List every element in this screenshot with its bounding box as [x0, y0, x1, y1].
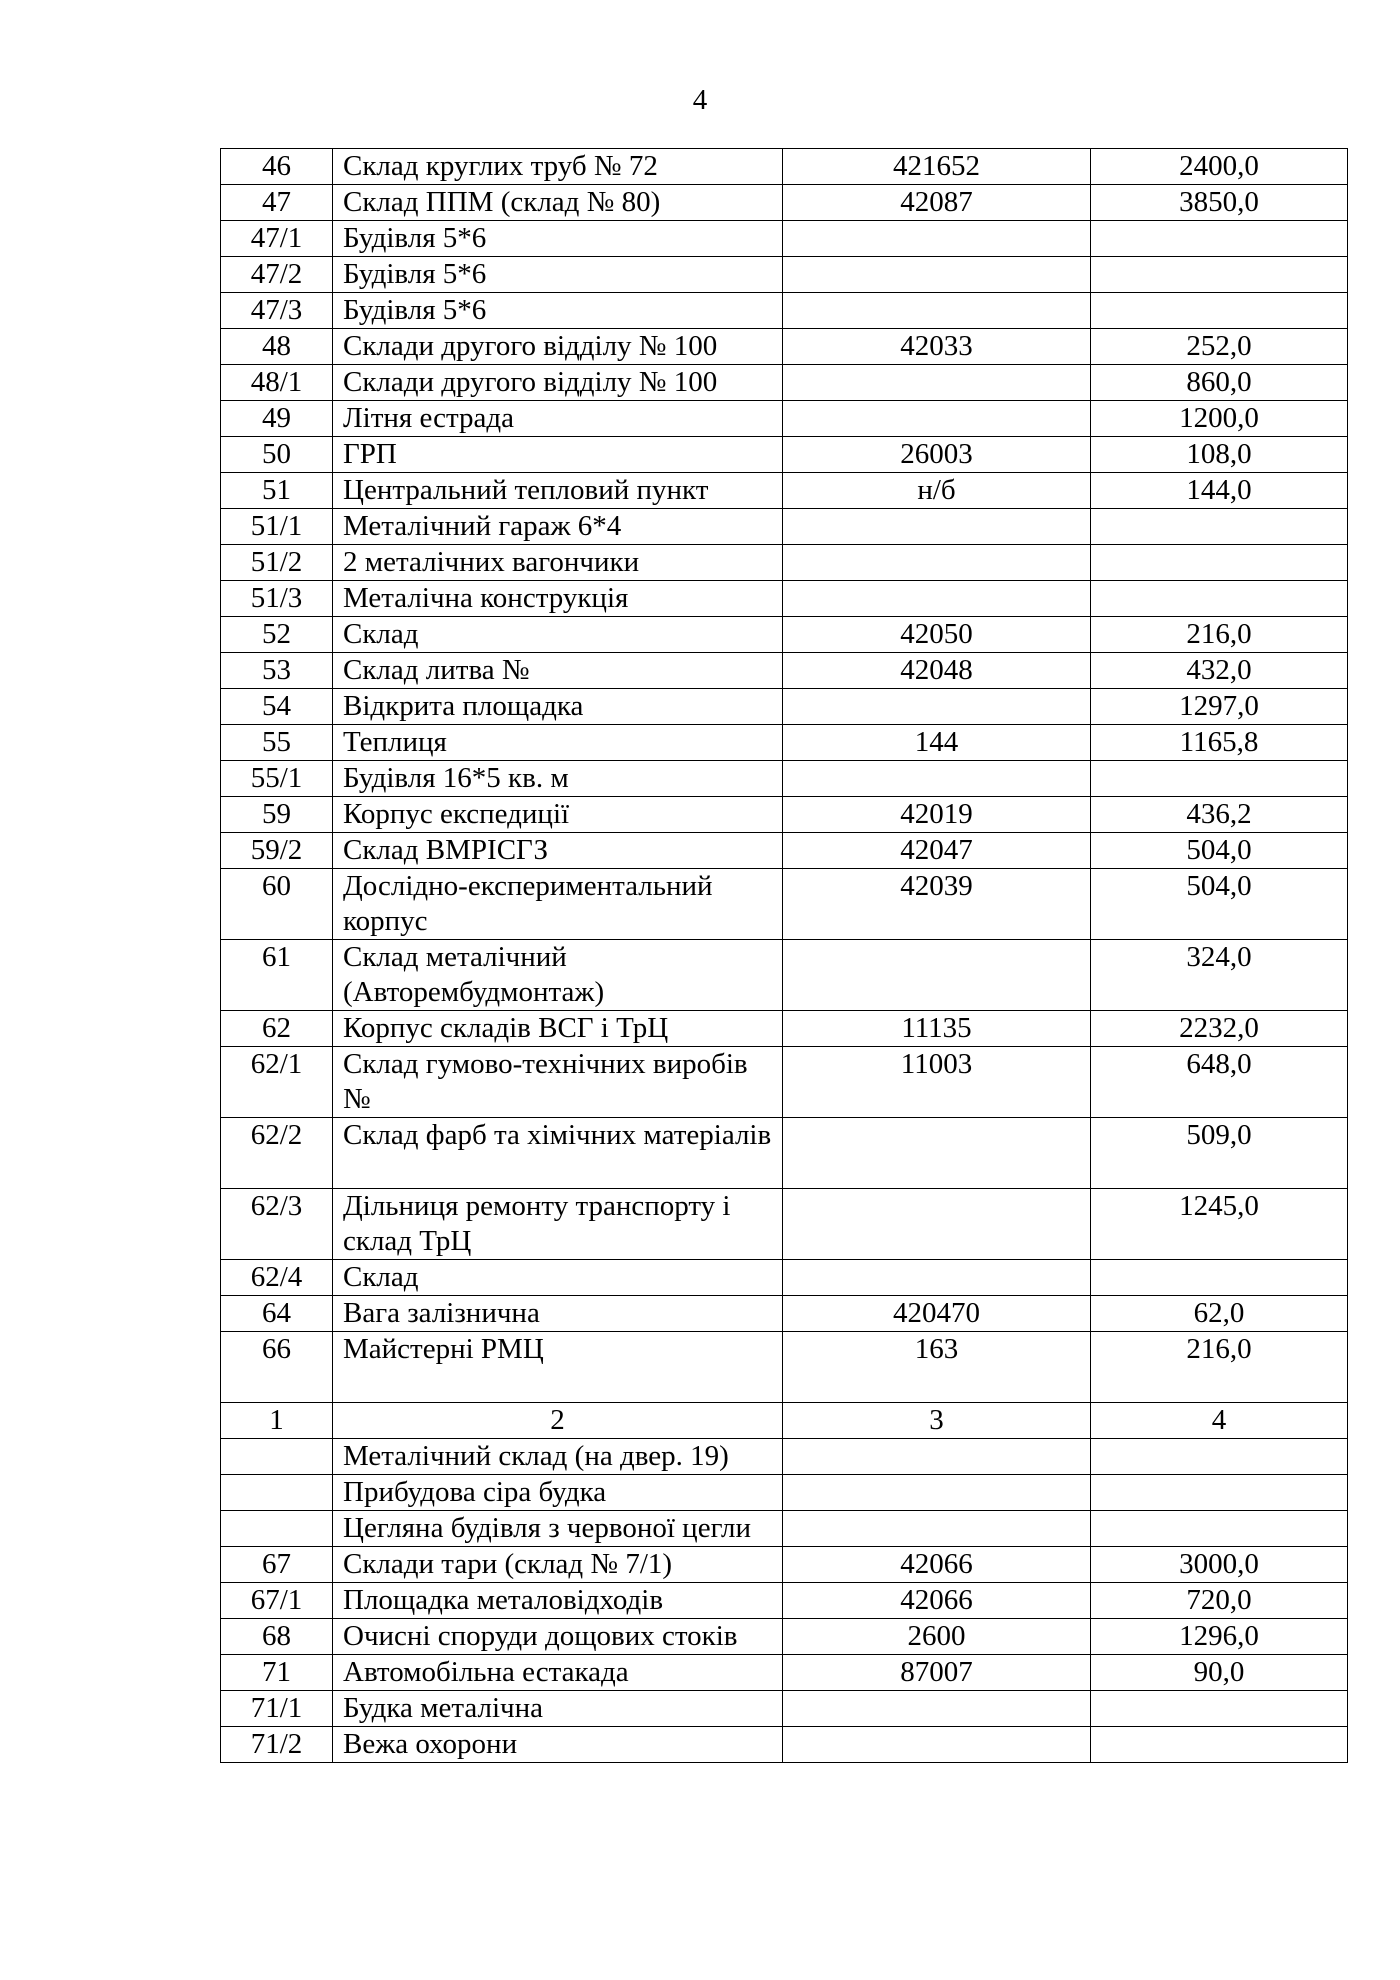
cell-area: 2232,0 — [1091, 1011, 1348, 1047]
cell-name: Металічна конструкція — [333, 581, 783, 617]
cell-area: 1245,0 — [1091, 1189, 1348, 1260]
cell-name: Металічний склад (на двер. 19) — [333, 1439, 783, 1475]
cell-num: 48 — [221, 329, 333, 365]
table-row — [221, 869, 1348, 940]
cell-code: 42048 — [783, 653, 1091, 689]
table-row — [221, 1619, 1348, 1655]
cell-name: Вежа охорони — [333, 1727, 783, 1763]
column-number-cell: 4 — [1091, 1403, 1348, 1439]
cell-code — [783, 1511, 1091, 1547]
cell-code: 11003 — [783, 1047, 1091, 1118]
cell-num: 68 — [221, 1619, 333, 1655]
cell-code: 42033 — [783, 329, 1091, 365]
cell-area: 216,0 — [1091, 1332, 1348, 1403]
cell-num: 54 — [221, 689, 333, 725]
cell-area: 2400,0 — [1091, 149, 1348, 185]
table-row — [221, 1189, 1348, 1260]
cell-name: 2 металічних вагончики — [333, 545, 783, 581]
cell-num: 71/2 — [221, 1727, 333, 1763]
cell-name: Склади тари (склад № 7/1) — [333, 1547, 783, 1583]
table-row — [221, 1655, 1348, 1691]
cell-code — [783, 761, 1091, 797]
cell-name: Склад металічний (Авторембудмонтаж) — [333, 940, 783, 1011]
cell-name: Склад — [333, 617, 783, 653]
cell-name: Відкрита площадка — [333, 689, 783, 725]
cell-name: Будка металічна — [333, 1691, 783, 1727]
table-row — [221, 257, 1348, 293]
cell-num: 71 — [221, 1655, 333, 1691]
cell-code: 87007 — [783, 1655, 1091, 1691]
cell-area: 3000,0 — [1091, 1547, 1348, 1583]
cell-num: 61 — [221, 940, 333, 1011]
cell-num: 55 — [221, 725, 333, 761]
table-row — [221, 1047, 1348, 1118]
cell-code — [783, 1727, 1091, 1763]
cell-name: Будівля 5*6 — [333, 221, 783, 257]
table-row — [221, 617, 1348, 653]
table-row — [221, 1439, 1348, 1475]
cell-area: 108,0 — [1091, 437, 1348, 473]
cell-name: Склад — [333, 1260, 783, 1296]
cell-area: 1296,0 — [1091, 1619, 1348, 1655]
cell-num: 62/1 — [221, 1047, 333, 1118]
page-number: 4 — [692, 84, 708, 116]
cell-num: 66 — [221, 1332, 333, 1403]
cell-code: 42039 — [783, 869, 1091, 940]
cell-num: 47/1 — [221, 221, 333, 257]
cell-num: 51/3 — [221, 581, 333, 617]
table-row — [221, 221, 1348, 257]
table-row — [221, 689, 1348, 725]
table-row — [221, 473, 1348, 509]
column-number-row — [221, 1403, 1348, 1439]
cell-code: 420470 — [783, 1296, 1091, 1332]
cell-area — [1091, 581, 1348, 617]
cell-code — [783, 257, 1091, 293]
cell-code: 26003 — [783, 437, 1091, 473]
cell-code: 163 — [783, 1332, 1091, 1403]
cell-name: Склади другого відділу № 100 — [333, 365, 783, 401]
cell-area: 648,0 — [1091, 1047, 1348, 1118]
cell-num: 59/2 — [221, 833, 333, 869]
cell-code — [783, 401, 1091, 437]
table-row — [221, 185, 1348, 221]
cell-area: 504,0 — [1091, 869, 1348, 940]
cell-num: 51/1 — [221, 509, 333, 545]
table-row — [221, 1583, 1348, 1619]
table-row — [221, 581, 1348, 617]
cell-num: 47/3 — [221, 293, 333, 329]
table-row — [221, 725, 1348, 761]
table-row — [221, 545, 1348, 581]
cell-code: 421652 — [783, 149, 1091, 185]
cell-code — [783, 1260, 1091, 1296]
cell-area: 432,0 — [1091, 653, 1348, 689]
cell-area: 509,0 — [1091, 1118, 1348, 1189]
cell-num: 60 — [221, 869, 333, 940]
table-row — [221, 149, 1348, 185]
cell-code — [783, 221, 1091, 257]
table-row — [221, 1118, 1348, 1189]
cell-name: Дослідно-експериментальний корпус — [333, 869, 783, 940]
cell-area — [1091, 509, 1348, 545]
column-number-cell: 2 — [333, 1403, 783, 1439]
cell-name: Склад ППМ (склад № 80) — [333, 185, 783, 221]
cell-name: Будівля 16*5 кв. м — [333, 761, 783, 797]
cell-num: 53 — [221, 653, 333, 689]
table-row — [221, 1547, 1348, 1583]
cell-area: 436,2 — [1091, 797, 1348, 833]
cell-name: Майстерні РМЦ — [333, 1332, 783, 1403]
cell-name: Центральний тепловий пункт — [333, 473, 783, 509]
cell-area — [1091, 1260, 1348, 1296]
cell-num: 62 — [221, 1011, 333, 1047]
cell-area — [1091, 545, 1348, 581]
cell-num: 64 — [221, 1296, 333, 1332]
cell-area: 144,0 — [1091, 473, 1348, 509]
cell-area: 504,0 — [1091, 833, 1348, 869]
cell-name: Корпус експедиції — [333, 797, 783, 833]
cell-area: 860,0 — [1091, 365, 1348, 401]
table-row — [221, 940, 1348, 1011]
cell-name: Склад фарб та хімічних матеріалів — [333, 1118, 783, 1189]
table-row — [221, 329, 1348, 365]
cell-code: 11135 — [783, 1011, 1091, 1047]
cell-num: 52 — [221, 617, 333, 653]
cell-area: 1297,0 — [1091, 689, 1348, 725]
cell-name: Цегляна будівля з червоної цегли — [333, 1511, 783, 1547]
cell-code: 42050 — [783, 617, 1091, 653]
cell-area — [1091, 1691, 1348, 1727]
cell-num: 49 — [221, 401, 333, 437]
cell-num: 62/2 — [221, 1118, 333, 1189]
cell-code — [783, 293, 1091, 329]
cell-code — [783, 1189, 1091, 1260]
cell-num: 62/3 — [221, 1189, 333, 1260]
table-row — [221, 437, 1348, 473]
cell-area: 252,0 — [1091, 329, 1348, 365]
cell-area — [1091, 257, 1348, 293]
cell-code — [783, 365, 1091, 401]
cell-code — [783, 940, 1091, 1011]
cell-name: Вага залізнична — [333, 1296, 783, 1332]
cell-num — [221, 1511, 333, 1547]
cell-num: 50 — [221, 437, 333, 473]
cell-num: 47 — [221, 185, 333, 221]
cell-name: Автомобільна естакада — [333, 1655, 783, 1691]
cell-area: 90,0 — [1091, 1655, 1348, 1691]
cell-name: Будівля 5*6 — [333, 257, 783, 293]
cell-num: 47/2 — [221, 257, 333, 293]
cell-code — [783, 1691, 1091, 1727]
cell-num: 67/1 — [221, 1583, 333, 1619]
table-row — [221, 1332, 1348, 1403]
table-row — [221, 1511, 1348, 1547]
table-row — [221, 1296, 1348, 1332]
cell-name: ГРП — [333, 437, 783, 473]
cell-name: Літня естрада — [333, 401, 783, 437]
table-row — [221, 761, 1348, 797]
table-row — [221, 1727, 1348, 1763]
cell-code: 42066 — [783, 1547, 1091, 1583]
cell-area — [1091, 1475, 1348, 1511]
table-row — [221, 1260, 1348, 1296]
cell-name: Склад гумово-технічних виробів № — [333, 1047, 783, 1118]
column-number-cell: 1 — [221, 1403, 333, 1439]
cell-code: 144 — [783, 725, 1091, 761]
cell-area: 1165,8 — [1091, 725, 1348, 761]
table-row — [221, 401, 1348, 437]
cell-code — [783, 689, 1091, 725]
cell-area — [1091, 293, 1348, 329]
cell-num: 51 — [221, 473, 333, 509]
cell-code: 2600 — [783, 1619, 1091, 1655]
cell-area — [1091, 1511, 1348, 1547]
cell-code: 42066 — [783, 1583, 1091, 1619]
cell-code: н/б — [783, 473, 1091, 509]
cell-area: 3850,0 — [1091, 185, 1348, 221]
cell-name: Теплиця — [333, 725, 783, 761]
table-row — [221, 293, 1348, 329]
table-row — [221, 365, 1348, 401]
cell-area — [1091, 221, 1348, 257]
cell-code — [783, 1439, 1091, 1475]
cell-num: 59 — [221, 797, 333, 833]
cell-name: Будівля 5*6 — [333, 293, 783, 329]
cell-name: Склад круглих труб № 72 — [333, 149, 783, 185]
cell-code — [783, 1475, 1091, 1511]
cell-code — [783, 545, 1091, 581]
cell-area: 324,0 — [1091, 940, 1348, 1011]
cell-name: Склад литва № — [333, 653, 783, 689]
cell-num: 55/1 — [221, 761, 333, 797]
cell-name: Склади другого відділу № 100 — [333, 329, 783, 365]
table-row — [221, 1011, 1348, 1047]
cell-area: 1200,0 — [1091, 401, 1348, 437]
table-row — [221, 1691, 1348, 1727]
cell-num: 51/2 — [221, 545, 333, 581]
cell-area: 62,0 — [1091, 1296, 1348, 1332]
cell-num: 67 — [221, 1547, 333, 1583]
cell-name: Очисні споруди дощових стоків — [333, 1619, 783, 1655]
cell-code — [783, 581, 1091, 617]
cell-num — [221, 1475, 333, 1511]
cell-area — [1091, 1727, 1348, 1763]
cell-code: 42047 — [783, 833, 1091, 869]
cell-num — [221, 1439, 333, 1475]
cell-name: Площадка металовідходів — [333, 1583, 783, 1619]
cell-name: Дільниця ремонту транспорту і склад ТрЦ — [333, 1189, 783, 1260]
table-row — [221, 797, 1348, 833]
property-table — [220, 148, 1348, 1763]
cell-area: 216,0 — [1091, 617, 1348, 653]
cell-name: Металічний гараж 6*4 — [333, 509, 783, 545]
cell-name: Корпус складів ВСГ і ТрЦ — [333, 1011, 783, 1047]
cell-code: 42019 — [783, 797, 1091, 833]
cell-code — [783, 509, 1091, 545]
cell-name: Склад ВМРІСГЗ — [333, 833, 783, 869]
cell-code — [783, 1118, 1091, 1189]
cell-num: 62/4 — [221, 1260, 333, 1296]
cell-area — [1091, 1439, 1348, 1475]
cell-num: 48/1 — [221, 365, 333, 401]
table-row — [221, 509, 1348, 545]
table-row — [221, 653, 1348, 689]
cell-area: 720,0 — [1091, 1583, 1348, 1619]
table-row — [221, 833, 1348, 869]
cell-num: 71/1 — [221, 1691, 333, 1727]
cell-name: Прибудова сіра будка — [333, 1475, 783, 1511]
column-number-cell: 3 — [783, 1403, 1091, 1439]
cell-num: 46 — [221, 149, 333, 185]
cell-code: 42087 — [783, 185, 1091, 221]
cell-area — [1091, 761, 1348, 797]
table-row — [221, 1475, 1348, 1511]
